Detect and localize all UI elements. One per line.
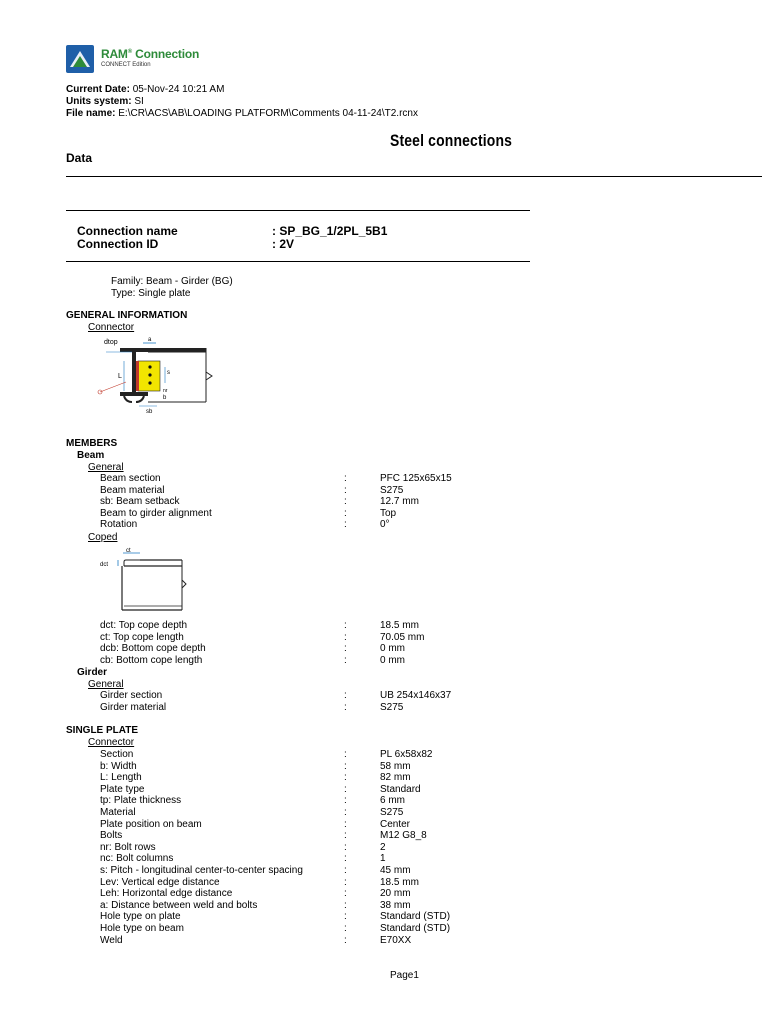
row-label: L: Length xyxy=(100,772,142,784)
row-value: 12.7 mm xyxy=(380,496,419,508)
row-colon: : xyxy=(344,772,347,784)
family-text: Family: Beam - Girder (BG) xyxy=(111,276,233,287)
row-colon: : xyxy=(344,631,347,643)
row-colon: : xyxy=(344,830,347,842)
row-label: nr: Bolt rows xyxy=(100,841,156,853)
row-value: 45 mm xyxy=(380,865,411,876)
dim-label-s: s xyxy=(167,370,170,376)
row-value: 18.5 mm xyxy=(380,620,419,631)
row-value: 18.5 mm xyxy=(380,876,419,888)
beam-coped-subheading: Coped xyxy=(88,532,118,543)
row-value: Standard (STD) xyxy=(380,923,451,934)
row-label: nc: Bolt columns xyxy=(100,853,174,865)
row-value: UB 254x146x37 xyxy=(380,690,452,701)
connection-id-label: Connection ID xyxy=(77,237,159,251)
logo-name: RAM® Connection xyxy=(101,47,200,61)
row-colon: : xyxy=(344,654,347,666)
data-heading: Data xyxy=(66,151,93,165)
current-date-line: Current Date: 05-Nov-24 10:21 AM xyxy=(66,84,225,95)
row-label: ct: Top cope length xyxy=(100,631,184,643)
row-label: Lev: Vertical edge distance xyxy=(100,876,220,888)
single-plate-heading: SINGLE PLATE xyxy=(66,725,139,736)
row-label: Beam to girder alignment xyxy=(100,507,212,519)
row-colon: : xyxy=(344,749,347,760)
units-line: Units system: SI xyxy=(66,96,144,107)
row-colon: : xyxy=(344,783,347,795)
row-value: S275 xyxy=(380,484,404,496)
row-value: 58 mm xyxy=(380,760,411,772)
row-label: Plate position on beam xyxy=(100,818,202,830)
row-label: sb: Beam setback xyxy=(100,496,180,508)
row-label: Weld xyxy=(100,934,123,946)
connection-name-value: : SP_BG_1/2PL_5B1 xyxy=(272,224,388,238)
coped-beam-diagram xyxy=(96,544,188,614)
row-label: Plate type xyxy=(100,783,145,795)
row-value: Standard (STD) xyxy=(380,911,451,923)
girder-general-subheading: General xyxy=(88,679,124,690)
divider xyxy=(66,261,530,262)
dim-label-L: L xyxy=(118,373,122,380)
row-label: tp: Plate thickness xyxy=(100,795,182,807)
row-label: dct: Top cope depth xyxy=(100,620,188,631)
connection-name-label: Connection name xyxy=(77,224,178,238)
row-value: 20 mm xyxy=(380,888,411,900)
row-colon: : xyxy=(344,620,347,631)
row-colon: : xyxy=(344,853,347,865)
divider xyxy=(66,210,530,211)
single-plate-connector-subheading: Connector xyxy=(88,737,135,748)
row-value: 0° xyxy=(380,519,390,531)
dim-label-a: a xyxy=(148,337,152,343)
row-value: 70.05 mm xyxy=(380,631,425,643)
row-colon: : xyxy=(344,760,347,772)
row-value: E70XX xyxy=(380,934,412,946)
row-colon: : xyxy=(344,701,347,713)
dim-label-dtop: dtop xyxy=(104,339,118,346)
row-colon: : xyxy=(344,496,347,508)
row-value: M12 G8_8 xyxy=(380,830,427,842)
row-colon: : xyxy=(344,795,347,807)
row-colon: : xyxy=(344,643,347,655)
row-value: 82 mm xyxy=(380,772,411,784)
row-colon: : xyxy=(344,865,347,876)
beam-general-subheading: General xyxy=(88,462,124,473)
row-colon: : xyxy=(344,519,347,531)
logo-edition: CONNECT Edition xyxy=(101,62,151,68)
row-label: Girder material xyxy=(100,701,167,713)
row-label: Section xyxy=(100,749,134,760)
row-label: Leh: Horizontal edge distance xyxy=(100,888,233,900)
row-value: 0 mm xyxy=(380,654,405,666)
row-value: PL 6x58x82 xyxy=(380,749,433,760)
dim-label-dct: dct xyxy=(100,562,109,568)
row-colon: : xyxy=(344,888,347,900)
beam-heading: Beam xyxy=(77,450,105,461)
dim-label-nr: nr xyxy=(163,388,168,394)
divider xyxy=(66,176,762,177)
connector-subheading: Connector xyxy=(88,322,135,333)
members-heading: MEMBERS xyxy=(66,438,118,449)
row-colon: : xyxy=(344,507,347,519)
dim-label-b: b xyxy=(163,395,167,401)
connector-diagram xyxy=(96,334,216,416)
row-value: S275 xyxy=(380,701,404,713)
row-value: Center xyxy=(380,818,411,830)
page-number: Page1 xyxy=(390,970,419,981)
row-label: dcb: Bottom cope depth xyxy=(100,643,206,655)
row-colon: : xyxy=(344,690,347,701)
row-label: Hole type on beam xyxy=(100,923,184,934)
row-value: 0 mm xyxy=(380,643,405,655)
row-label: cb: Bottom cope length xyxy=(100,654,203,666)
row-value: 38 mm xyxy=(380,899,411,911)
ram-connection-logo-icon xyxy=(66,45,94,73)
row-value: 2 xyxy=(380,841,386,853)
row-colon: : xyxy=(344,876,347,888)
row-label: Bolts xyxy=(100,830,123,842)
type-text: Type: Single plate xyxy=(111,288,191,299)
row-colon: : xyxy=(344,923,347,934)
row-colon: : xyxy=(344,484,347,496)
row-colon: : xyxy=(344,473,347,484)
row-value: Top xyxy=(380,507,397,519)
girder-heading: Girder xyxy=(77,667,108,678)
dim-label-ct: ct xyxy=(126,548,131,554)
general-information-heading: GENERAL INFORMATION xyxy=(66,310,188,321)
row-colon: : xyxy=(344,818,347,830)
file-name-line: File name: E:\CR\ACS\AB\LOADING PLATFORM\Comments 04-11-24\T2.rcnx xyxy=(66,108,418,119)
row-label: Hole type on plate xyxy=(100,911,181,923)
row-colon: : xyxy=(344,841,347,853)
row-colon: : xyxy=(344,899,347,911)
row-value: PFC 125x65x15 xyxy=(380,473,452,484)
connection-id-value: : 2V xyxy=(272,237,295,251)
row-value: S275 xyxy=(380,807,404,818)
dim-label-sb: sb xyxy=(146,409,153,415)
row-label: b: Width xyxy=(100,760,137,772)
row-label: Rotation xyxy=(100,519,138,531)
row-label: Material xyxy=(100,807,136,818)
row-label: Beam section xyxy=(100,473,161,484)
page-title: Steel connections xyxy=(390,131,513,150)
row-value: 6 mm xyxy=(380,795,405,807)
row-colon: : xyxy=(344,934,347,946)
row-label: Beam material xyxy=(100,484,165,496)
row-label: Girder section xyxy=(100,690,163,701)
row-value: 1 xyxy=(380,853,386,865)
row-value: Standard xyxy=(380,783,421,795)
row-label: a: Distance between weld and bolts xyxy=(100,899,258,911)
row-colon: : xyxy=(344,911,347,923)
row-label: s: Pitch - longitudinal center-to-center spacing xyxy=(100,865,303,876)
row-colon: : xyxy=(344,807,347,818)
